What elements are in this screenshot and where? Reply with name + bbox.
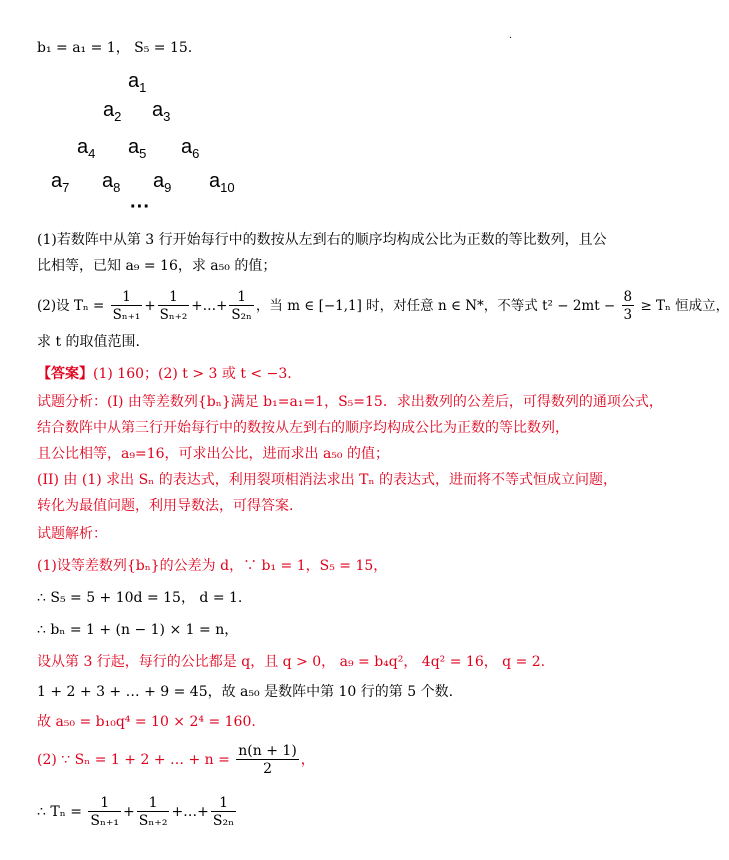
solution-step4: 设从第 3 行起，每行的公比都是 q，且 q > 0， a₉ = b₄q²， 4q² = 16， q = 2. bbox=[37, 654, 546, 670]
tri-a4: $a_4$ bbox=[77, 136, 96, 161]
analysis-line1: 试题分析：(I) 由等差数列{bₙ}满足 b₁=a₁=1，S₅=15．求出数列的公差后，可得数列的通项公式， bbox=[37, 394, 663, 410]
solution-step3: ∴ bₙ = 1 + (n − 1) × 1 = n， bbox=[37, 622, 239, 638]
answer-line bbox=[37, 364, 292, 384]
tri-a8: $a_8$ bbox=[102, 170, 121, 195]
solution-step7: (2) ∵ Sₙ = 1 + 2 + … + n = $\frac{n(n + 1)}{2}$ ， bbox=[37, 742, 315, 777]
tri-a9: $a_9$ bbox=[153, 170, 172, 195]
solution-step1: (1)设等差数列{bₙ}的公差为 d，∵ b₁ = 1，S₅ = 15， bbox=[37, 558, 388, 574]
question2-line1: (2)设 Tₙ = $\frac{1}{\text{Sₙ₊₁}}$ + $\frac{1}{\text{Sₙ₊₂}}$ +…+ $\frac{1}{\text{S₂ₙ}}$ ，当 m ∈ [−1,1] 时，对任意 n ∈ N*，不等式 t² − 2mt − $\frac{8}{3}$ ≥ Tₙ 恒成立， bbox=[37, 289, 729, 323]
tri-dots: ··· bbox=[130, 196, 150, 218]
corner-dot: . bbox=[508, 30, 512, 41]
q2-frac1: $\frac{1}{\text{Sₙ₊₁}}$ bbox=[112, 289, 141, 323]
analysis-line2: 结合数阵中从第三行开始每行中的数按从左到右的顺序均构成公比为正数的等比数列， bbox=[37, 420, 569, 436]
question2-line2: 求 t 的取值范围. bbox=[37, 334, 140, 350]
q2-frac2: $\frac{1}{\text{Sₙ₊₂}}$ bbox=[159, 289, 188, 323]
tri-a5: $a_5$ bbox=[128, 136, 147, 161]
tri-a2: $a_2$ bbox=[103, 99, 122, 124]
tri-a3: $a_3$ bbox=[152, 99, 171, 124]
given-line: b₁ = a₁ = 1， S₅ = 15. bbox=[37, 40, 193, 56]
analysis-line3: 且公比相等，a₉=16，可求出公比，进而求出 a₅₀ 的值； bbox=[37, 446, 389, 462]
tri-a10: $a_{10}$ bbox=[209, 170, 235, 195]
s8-frac3: $\frac{1}{\text{S₂ₙ}}$ bbox=[212, 794, 235, 829]
s8-frac1: $\frac{1}{\text{Sₙ₊₁}}$ bbox=[90, 794, 120, 829]
s8-frac2: $\frac{1}{\text{Sₙ₊₂}}$ bbox=[138, 794, 168, 829]
s7-frac: $\frac{n(n + 1)}{2}$ bbox=[238, 742, 297, 777]
tri-a1: $a_1$ bbox=[128, 70, 147, 95]
answer-label: 【答案】 bbox=[37, 366, 93, 382]
analysis-line5: 转化为最值问题，利用导数法，可得答案. bbox=[37, 498, 294, 514]
solution-title: 试题解析： bbox=[37, 526, 107, 542]
analysis-line4: (II) 由 (1) 求出 Sₙ 的表达式，利用裂项相消法求出 Tₙ 的表达式，进而将不等式恒成立问题， bbox=[37, 472, 618, 488]
q2-suffix: ≥ Tₙ 恒成立， bbox=[640, 298, 729, 314]
question1-line1: (1)若数阵中从第 3 行开始每行中的数按从左到右的顺序均构成公比为正数的等比数列，且公 bbox=[37, 232, 607, 248]
solution-step6: 故 a₅₀ = b₁₀q⁴ = 10 × 2⁴ = 160. bbox=[37, 714, 256, 730]
solution-step2: ∴ S₅ = 5 + 10d = 15， d = 1. bbox=[37, 590, 243, 606]
q2-prefix: (2)设 Tₙ = bbox=[37, 298, 105, 314]
answer-text: (1) 160；(2) t > 3 或 t < −3. bbox=[93, 366, 292, 382]
question1-line2: 比相等，已知 a₉ = 16，求 a₅₀ 的值； bbox=[37, 258, 277, 274]
q2-frac4: $\frac{8}{3}$ bbox=[623, 289, 633, 323]
tri-a7: $a_7$ bbox=[51, 170, 70, 195]
q2-mid: ，当 m ∈ [−1,1] 时，对任意 n ∈ N*，不等式 t² − 2mt − bbox=[255, 298, 616, 314]
solution-step5: 1 + 2 + 3 + … + 9 = 45，故 a₅₀ 是数阵中第 10 行的第 5 个数. bbox=[37, 684, 454, 700]
solution-step8: ∴ Tₙ = $\frac{1}{\text{Sₙ₊₁}}$ + $\frac{1}{\text{Sₙ₊₂}}$ +…+ $\frac{1}{\text{S₂ₙ}}$ bbox=[37, 794, 235, 829]
tri-a6: $a_6$ bbox=[181, 136, 200, 161]
q2-frac3: $\frac{1}{\text{S₂ₙ}}$ bbox=[231, 289, 252, 323]
